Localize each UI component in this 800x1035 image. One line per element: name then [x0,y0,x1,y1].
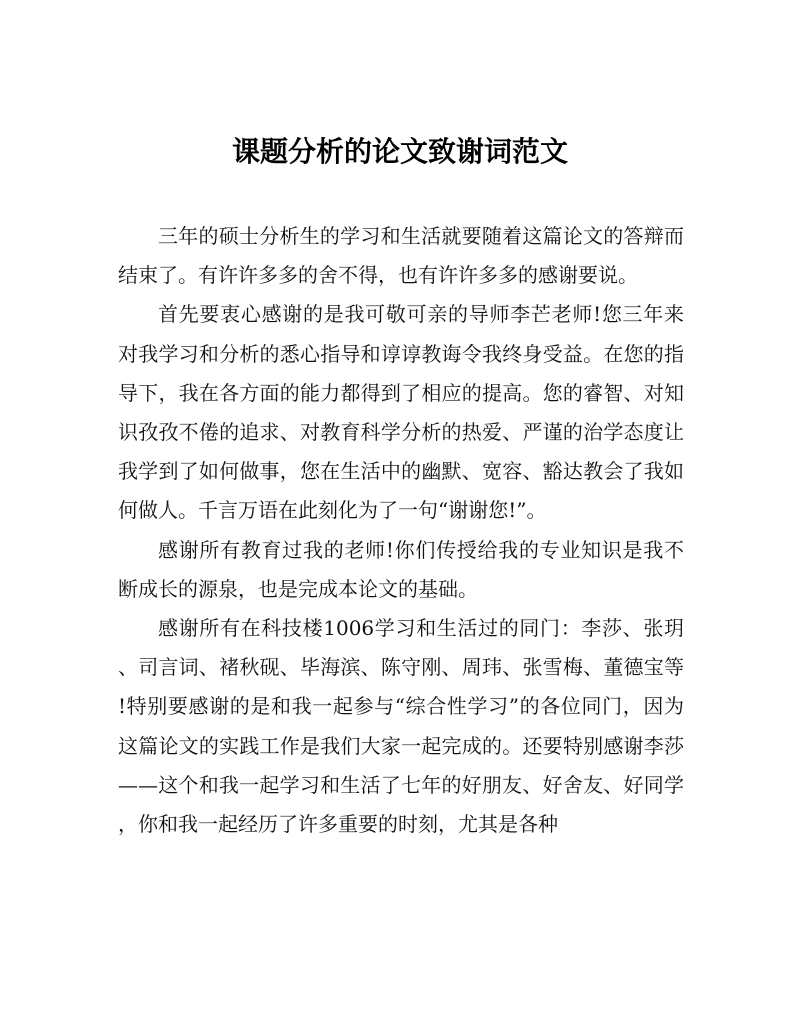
paragraph-intro: 三年的硕士分析生的学习和生活就要随着这篇论文的答辩而结束了。有许许多多的舍不得，也有许许多多的感谢要说。 [118,224,684,288]
paragraph-teachers-thanks: 感谢所有教育过我的老师!你们传授给我的专业知识是我不断成长的源泉，也是完成本论文的基础。 [118,537,684,601]
paragraph-advisor-thanks: 首先要衷心感谢的是我可敬可亲的导师李芒老师!您三年来对我学习和分析的悉心指导和谆谆教诲令我终身受益。在您的指导下，我在各方面的能力都得到了相应的提高。您的睿智、对知识孜孜不倦的追求、对教育科学分析的热爱、严谨的治学态度让我学到了如何做事，您在生活中的幽默、宽容、豁达教会了我如何做人。千言万语在此刻化为了一句“谢谢您!”。 [118,302,684,523]
document-title: 课题分析的论文致谢词范文 [231,135,568,168]
paragraph-classmates-thanks: 感谢所有在科技楼1006学习和生活过的同门：李莎、张玥、司言词、褚秋砚、毕海滨、陈守刚、周玮、张雪梅、董德宝等!特别要感谢的是和我一起参与“综合性学习”的各位同门，因为这篇论文的实践工作是我们大家一起完成的。还要特别感谢李莎——这个和我一起学习和生活了七年的好朋友、好舍友、好同学，你和我一起经历了许多重要的时刻，尤其是各种 [118,616,684,837]
document-body [118,217,684,844]
